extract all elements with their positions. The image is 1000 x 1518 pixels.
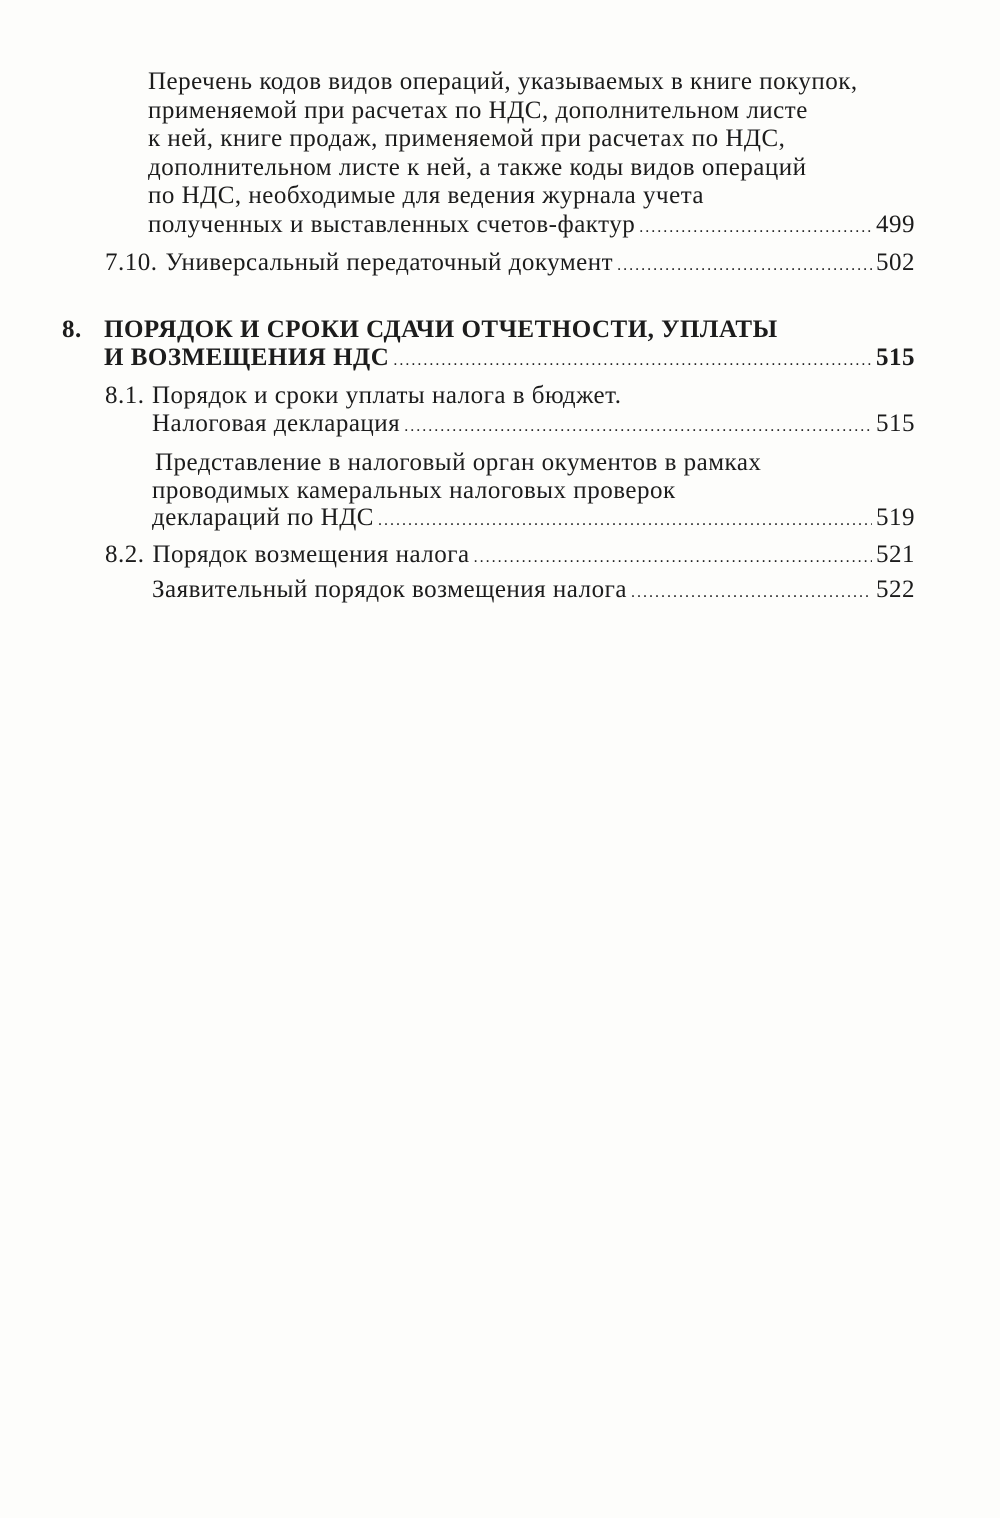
page-number: 519 [876,504,915,531]
toc-line: Универсальный передаточный документ [165,249,614,276]
toc-line: Заявительный порядок возмещения налога [152,576,627,603]
toc-entry-documents[interactable] [152,503,915,535]
toc-line: деклараций по НДС [152,504,374,531]
toc-line: применяемой при расчетах по НДС, дополнительном листе [148,97,808,124]
page-number: 515 [876,410,915,437]
dot-leader [631,578,872,607]
toc-entry-8-1[interactable] [152,409,915,441]
dot-leader [639,213,872,242]
toc-entry-chapter-8[interactable] [104,343,915,375]
chapter-title: ПОРЯДОК И СРОКИ СДАЧИ ОТЧЕТНОСТИ, УПЛАТЫ [104,316,778,343]
toc-line: полученных и выставленных счетов-фактур [148,211,636,238]
toc-line: к ней, книге продаж, применяемой при расчетах по НДС, [148,125,786,152]
toc-line: проводимых камеральных налоговых проверок [152,477,676,504]
dot-leader [393,346,872,375]
page-number: 502 [876,249,915,276]
dot-leader [404,412,872,441]
section-number: 7.10. [105,249,158,276]
dot-leader [378,506,872,535]
toc-entry-7-10[interactable] [105,248,915,280]
page-number: 515 [876,344,915,371]
chapter-number: 8. [62,316,82,343]
toc-entry-codes[interactable] [148,210,915,242]
page-number: 499 [876,211,915,238]
toc-line: Порядок и сроки уплаты налога в бюджет. [152,382,622,409]
toc-line: Порядок возмещения налога [152,541,470,568]
page-number: 522 [876,576,915,603]
section-number: 8.2. [105,541,145,568]
toc-line: Налоговая декларация [152,410,401,437]
section-number: 8.1. [105,382,145,409]
chapter-title: И ВОЗМЕЩЕНИЯ НДС [104,344,390,371]
toc-line: Представление в налоговый орган окументов в рамках [155,449,762,476]
toc-entry-8-2[interactable] [105,540,915,572]
dot-leader [474,543,872,572]
toc-line: по НДС, необходимые для ведения журнала учета [148,182,705,209]
toc-line: Перечень кодов видов операций, указываемых в книге покупок, [148,68,858,95]
page-number: 521 [876,541,915,568]
toc-line: дополнительном листе к ней, а также коды видов операций [148,154,807,181]
dot-leader [617,251,872,280]
toc-entry-declarative[interactable] [152,575,915,607]
